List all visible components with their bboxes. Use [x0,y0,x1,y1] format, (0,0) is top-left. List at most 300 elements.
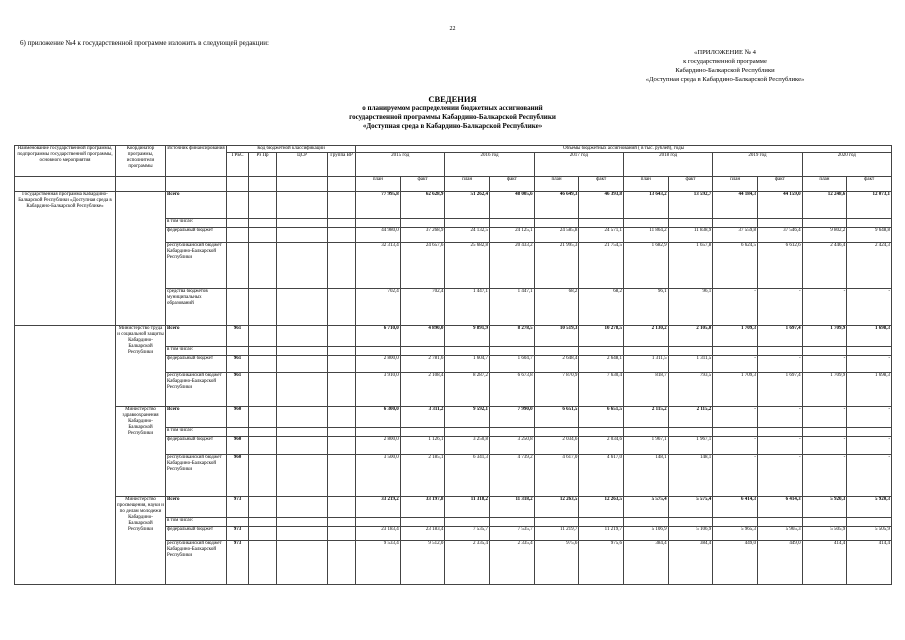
value-cell: 449,0 [757,541,802,585]
heading-title: СВЕДЕНИЯ [428,94,477,104]
header-year: 2018 год [623,153,712,177]
value-cell: 21 754,5 [579,243,624,289]
value-cell: - [757,356,802,373]
grbs-cell: 973 [227,527,249,541]
value-cell: - [847,356,892,373]
value-cell: 5 505,9 [802,527,847,541]
grbs-cell: 960 [227,455,249,497]
csr-cell [277,192,328,219]
table-row [15,192,892,219]
rzpr-cell [249,326,277,347]
value-cell: 25 682,8 [445,243,490,289]
value-cell: 96,1 [623,289,668,326]
value-cell: - [757,455,802,497]
value-cell: 11 219,7 [534,527,579,541]
value-cell: - [847,289,892,326]
value-cell [445,219,490,228]
csr-cell [277,428,328,437]
source-cell: в том числе: [166,428,227,437]
rzpr-cell [249,518,277,527]
value-cell: 1 697,4 [757,373,802,407]
value-cell: 46 649,3 [534,192,579,219]
value-cell [713,428,758,437]
table-row [15,407,892,428]
rzpr-cell [249,356,277,373]
value-cell: - [713,437,758,455]
value-cell: - [802,437,847,455]
value-cell: 44 980,0 [356,228,401,243]
csr-cell [277,407,328,428]
header-plan: план [534,177,579,192]
value-cell: 818,7 [623,373,668,407]
coordinator-cell: Министерство труда и социальной защиты Кабардино-Балкарской Республики [116,326,166,407]
value-cell [490,428,535,437]
vr-cell [328,192,356,219]
value-cell: 24 571,1 [579,228,624,243]
value-cell [802,518,847,527]
value-cell [356,518,401,527]
source-cell: в том числе: [166,347,227,356]
csr-cell [277,289,328,326]
value-cell: 12 263,5 [534,497,579,518]
value-cell: 7 535,7 [445,527,490,541]
value-cell [623,219,668,228]
value-cell: 23 183,4 [356,527,401,541]
value-cell: 1 967,1 [668,437,713,455]
rzpr-cell [249,243,277,289]
value-cell: 975,6 [534,541,579,585]
value-cell: 7 630,4 [579,373,624,407]
value-cell: 8 278,5 [490,326,535,347]
page-number: 22 [449,26,456,32]
header-year: 2016 год [445,153,534,177]
csr-cell [277,541,328,585]
header-plan: план [802,177,847,192]
grbs-cell [227,347,249,356]
value-cell: 24 132,5 [445,228,490,243]
value-cell: 9 891,9 [445,326,490,347]
value-cell: 10 519,3 [534,326,579,347]
value-cell: 13 592,7 [668,192,713,219]
csr-cell [277,373,328,407]
csr-cell [277,518,328,527]
value-cell [400,219,445,228]
source-cell: республиканский бюджет Кабардино-Балкарской Республики [166,455,227,497]
source-cell: Всего [166,192,227,219]
value-cell: 5 920,3 [802,497,847,518]
value-cell: 1 967,1 [623,437,668,455]
value-cell: 44 184,3 [713,192,758,219]
value-cell: 1 698,3 [847,326,892,347]
value-cell [356,347,401,356]
vr-cell [328,228,356,243]
value-cell: 11 318,2 [490,497,535,518]
value-cell: 13 643,2 [623,192,668,219]
grbs-cell: 961 [227,356,249,373]
value-cell: - [757,437,802,455]
value-cell: 48 005,6 [490,192,535,219]
table-row [15,497,892,518]
vr-cell [328,347,356,356]
value-cell: 24 657,6 [400,243,445,289]
value-cell: 1 604,7 [490,356,535,373]
header-year: 2015 год [356,153,445,177]
csr-cell [277,228,328,243]
value-cell: 6 341,3 [445,455,490,497]
value-cell: 975,6 [579,541,624,585]
header-source: Источник финансирования [166,146,227,177]
value-cell: 1 709,3 [713,373,758,407]
value-cell: 793,5 [668,373,713,407]
value-cell: 77 995,8 [356,192,401,219]
value-cell: 33 197,8 [400,497,445,518]
value-cell: 384,4 [668,541,713,585]
rzpr-cell [249,192,277,219]
vr-cell [328,527,356,541]
value-cell [579,347,624,356]
value-cell: 9 802,2 [802,228,847,243]
header-rzpr: Рз Пр [249,153,277,177]
rzpr-cell [249,228,277,243]
value-cell [490,219,535,228]
document-heading [0,95,905,131]
csr-cell [277,347,328,356]
value-cell: 702,4 [400,289,445,326]
source-cell: республиканский бюджет Кабардино-Балкарской Республики [166,243,227,289]
value-cell: - [713,289,758,326]
rzpr-cell [249,373,277,407]
value-cell: 1 447,1 [490,289,535,326]
value-cell: 5 505,9 [847,527,892,541]
csr-cell [277,243,328,289]
value-cell [579,428,624,437]
appendix-line: Кабардино-Балкарской Республики [675,67,775,74]
csr-cell [277,219,328,228]
value-cell: - [713,455,758,497]
intro-text: 6) приложение №4 к государственной программе изложить в следующей редакции: [20,39,269,47]
value-cell: 9 533,4 [356,541,401,585]
value-cell: 21 995,3 [534,243,579,289]
rzpr-cell [249,347,277,356]
rzpr-cell [249,407,277,428]
csr-cell [277,455,328,497]
value-cell: 24 585,8 [534,228,579,243]
value-cell [802,428,847,437]
value-cell [847,347,892,356]
value-cell: - [802,356,847,373]
value-cell: 37 559,8 [713,228,758,243]
value-cell [623,347,668,356]
value-cell [534,347,579,356]
value-cell [356,219,401,228]
value-cell: - [802,455,847,497]
vr-cell [328,541,356,585]
value-cell: 4 617,0 [579,455,624,497]
header-plan: план [713,177,758,192]
value-cell [445,428,490,437]
value-cell [623,428,668,437]
value-cell: 2 446,4 [802,243,847,289]
value-cell [623,518,668,527]
value-cell: 24 125,1 [490,228,535,243]
value-cell: 3 311,2 [400,407,445,428]
value-cell: 384,4 [623,541,668,585]
value-cell: 449,0 [713,541,758,585]
csr-cell [277,356,328,373]
value-cell: 3 250,8 [445,437,490,455]
value-cell: 62 628,9 [400,192,445,219]
value-cell: 1 657,8 [668,243,713,289]
value-cell: 8 287,2 [445,373,490,407]
value-cell [802,219,847,228]
value-cell [802,347,847,356]
value-cell: 12 263,5 [579,497,624,518]
value-cell: 51 262,4 [445,192,490,219]
source-cell: федеральный бюджет [166,527,227,541]
value-cell [445,347,490,356]
value-cell: 7 535,7 [490,527,535,541]
value-cell: 9 512,0 [400,541,445,585]
value-cell: 5 575,4 [668,497,713,518]
value-cell [757,428,802,437]
grbs-cell [227,243,249,289]
value-cell: 2 800,0 [356,356,401,373]
value-cell: 5 965,3 [757,527,802,541]
value-cell [847,518,892,527]
value-cell: 68,2 [534,289,579,326]
value-cell: 148,1 [668,455,713,497]
header-fact: факт [847,177,892,192]
value-cell: 11 318,2 [445,497,490,518]
value-cell: - [713,356,758,373]
value-cell [847,428,892,437]
grbs-cell [227,228,249,243]
value-cell: 702,4 [356,289,401,326]
value-cell: 1 447,1 [445,289,490,326]
value-cell [534,219,579,228]
header-volumes: Объемы бюджетных ассигнований ( в тыс. рублей), годы [356,146,892,153]
value-cell: - [713,407,758,428]
rzpr-cell [249,541,277,585]
source-cell: федеральный бюджет [166,356,227,373]
value-cell: 2 648,1 [579,356,624,373]
value-cell: - [847,437,892,455]
program-name-cell [15,326,116,585]
header-coordinator: Координатор программы, исполнители программы [116,146,166,177]
value-cell [713,518,758,527]
value-cell: 23 183,4 [400,527,445,541]
rzpr-cell [249,219,277,228]
value-cell: 414,4 [847,541,892,585]
value-cell: 5 920,3 [847,497,892,518]
value-cell: 2 781,6 [400,356,445,373]
grbs-cell: 960 [227,437,249,455]
heading-line: «Доступная среда в Кабардино-Балкарской Республике» [362,122,543,130]
value-cell: 10 278,5 [579,326,624,347]
value-cell: 1 709,9 [802,326,847,347]
grbs-cell: 961 [227,326,249,347]
appendix-line: «ПРИЛОЖЕНИЕ № 4 [694,49,756,56]
value-cell: 68,2 [579,289,624,326]
value-cell: 2 115,2 [668,407,713,428]
value-cell: 37 546,4 [757,228,802,243]
value-cell [490,518,535,527]
value-cell: - [802,407,847,428]
value-cell [757,347,802,356]
heading-line: государственной программы Кабардино-Балкарской Республики [349,113,556,121]
value-cell: 2 108,4 [400,373,445,407]
vr-cell [328,455,356,497]
value-cell: 5 106,9 [668,527,713,541]
value-cell: - [802,289,847,326]
csr-cell [277,326,328,347]
value-cell [713,219,758,228]
appendix-caption [615,48,835,84]
table-row [15,326,892,347]
value-cell: 3 250,8 [490,437,535,455]
vr-cell [328,243,356,289]
value-cell: 2 130,2 [623,326,668,347]
grbs-cell [227,428,249,437]
header-year: 2020 год [802,153,891,177]
header-fact: факт [490,177,535,192]
value-cell: 20 433,2 [490,243,535,289]
value-cell [713,347,758,356]
value-cell: 9 648,8 [847,228,892,243]
value-cell: 32 313,4 [356,243,401,289]
value-cell [400,347,445,356]
value-cell: 5 965,3 [713,527,758,541]
source-cell: в том числе: [166,518,227,527]
vr-cell [328,407,356,428]
value-cell: 6 651,5 [579,407,624,428]
value-cell: 3 500,0 [356,455,401,497]
rzpr-cell [249,455,277,497]
value-cell: - [757,289,802,326]
program-name-cell: Государственная программа Кабардино-Балкарской Республики «Доступная среда в Кабардино-Балкарской Республике» [15,192,116,326]
header-year: 2019 год [713,153,802,177]
header-year: 2017 год [534,153,623,177]
value-cell: 2 115,2 [623,407,668,428]
value-cell: 5 106,9 [623,527,668,541]
source-cell: федеральный бюджет [166,228,227,243]
value-cell: 1 709,9 [802,373,847,407]
budget-table [14,145,892,585]
grbs-cell [227,518,249,527]
csr-cell [277,527,328,541]
value-cell [356,428,401,437]
rzpr-cell [249,437,277,455]
vr-cell [328,219,356,228]
value-cell: 12 248,6 [802,192,847,219]
value-cell: 11 219,7 [579,527,624,541]
value-cell: 4 890,0 [400,326,445,347]
value-cell: 1 709,3 [713,326,758,347]
value-cell: 2 034,6 [579,437,624,455]
coordinator-cell: Министерство просвещения, науки и по делам молодежи Кабардино-Балкарской Республики [116,497,166,585]
source-cell: Всего [166,497,227,518]
value-cell: 1 311,5 [623,356,668,373]
source-cell: Всего [166,326,227,347]
grbs-cell: 961 [227,373,249,407]
rzpr-cell [249,497,277,518]
value-cell [579,219,624,228]
rzpr-cell [249,527,277,541]
header-plan: план [445,177,490,192]
value-cell: 37 268,9 [400,228,445,243]
source-cell: средства бюджетов муниципальных образований [166,289,227,326]
csr-cell [277,497,328,518]
header-name: Наименование государственной программы, подпрограммы государственной программы, основного мероприятия [15,146,116,177]
value-cell: 414,4 [802,541,847,585]
value-cell: 2 424,3 [847,243,892,289]
heading-line: о планируемом распределении бюджетных ассигнований [362,104,543,112]
vr-cell [328,437,356,455]
value-cell: 6 710,0 [356,326,401,347]
value-cell: 6 651,5 [534,407,579,428]
header-fact: факт [579,177,624,192]
header-fact: факт [757,177,802,192]
grbs-cell [227,289,249,326]
source-cell: в том числе: [166,219,227,228]
source-cell: республиканский бюджет Кабардино-Балкарской Республики [166,541,227,585]
source-cell: федеральный бюджет [166,437,227,455]
value-cell: 2 648,4 [534,356,579,373]
value-cell [490,347,535,356]
value-cell [445,518,490,527]
vr-cell [328,428,356,437]
value-cell: 148,1 [623,455,668,497]
header-vr: Группа ВР [328,153,356,177]
vr-cell [328,497,356,518]
value-cell: 4 617,0 [534,455,579,497]
value-cell: 2 034,6 [534,437,579,455]
value-cell: 2 335,4 [490,541,535,585]
value-cell: 46 393,8 [579,192,624,219]
appendix-line: «Доступная среда в Кабардино-Балкарской Республике» [645,76,805,83]
value-cell: 6 414,3 [713,497,758,518]
value-cell [847,219,892,228]
value-cell: 6 612,6 [757,243,802,289]
value-cell: 7 990,0 [490,407,535,428]
value-cell: 11 864,2 [623,228,668,243]
value-cell: 1 698,3 [847,373,892,407]
value-cell: 2 185,1 [400,455,445,497]
value-cell: 3 910,0 [356,373,401,407]
value-cell: 2 800,0 [356,437,401,455]
value-cell: 9 592,1 [445,407,490,428]
rzpr-cell [249,289,277,326]
coordinator-cell: Министерство здравоохранения Кабардино-Балкарской Республики [116,407,166,497]
header-csr: ЦСР [277,153,328,177]
value-cell: 44 159,0 [757,192,802,219]
value-cell [579,518,624,527]
source-cell: республиканский бюджет Кабардино-Балкарской Республики [166,373,227,407]
value-cell [400,518,445,527]
value-cell [400,428,445,437]
value-cell [668,347,713,356]
value-cell [534,428,579,437]
value-cell: 2 105,0 [668,326,713,347]
value-cell: 6 624,5 [713,243,758,289]
value-cell [757,518,802,527]
value-cell: 96,1 [668,289,713,326]
value-cell [757,219,802,228]
vr-cell [328,326,356,347]
csr-cell [277,437,328,455]
value-cell: 33 219,2 [356,497,401,518]
appendix-line: к государственной программе [683,58,767,65]
